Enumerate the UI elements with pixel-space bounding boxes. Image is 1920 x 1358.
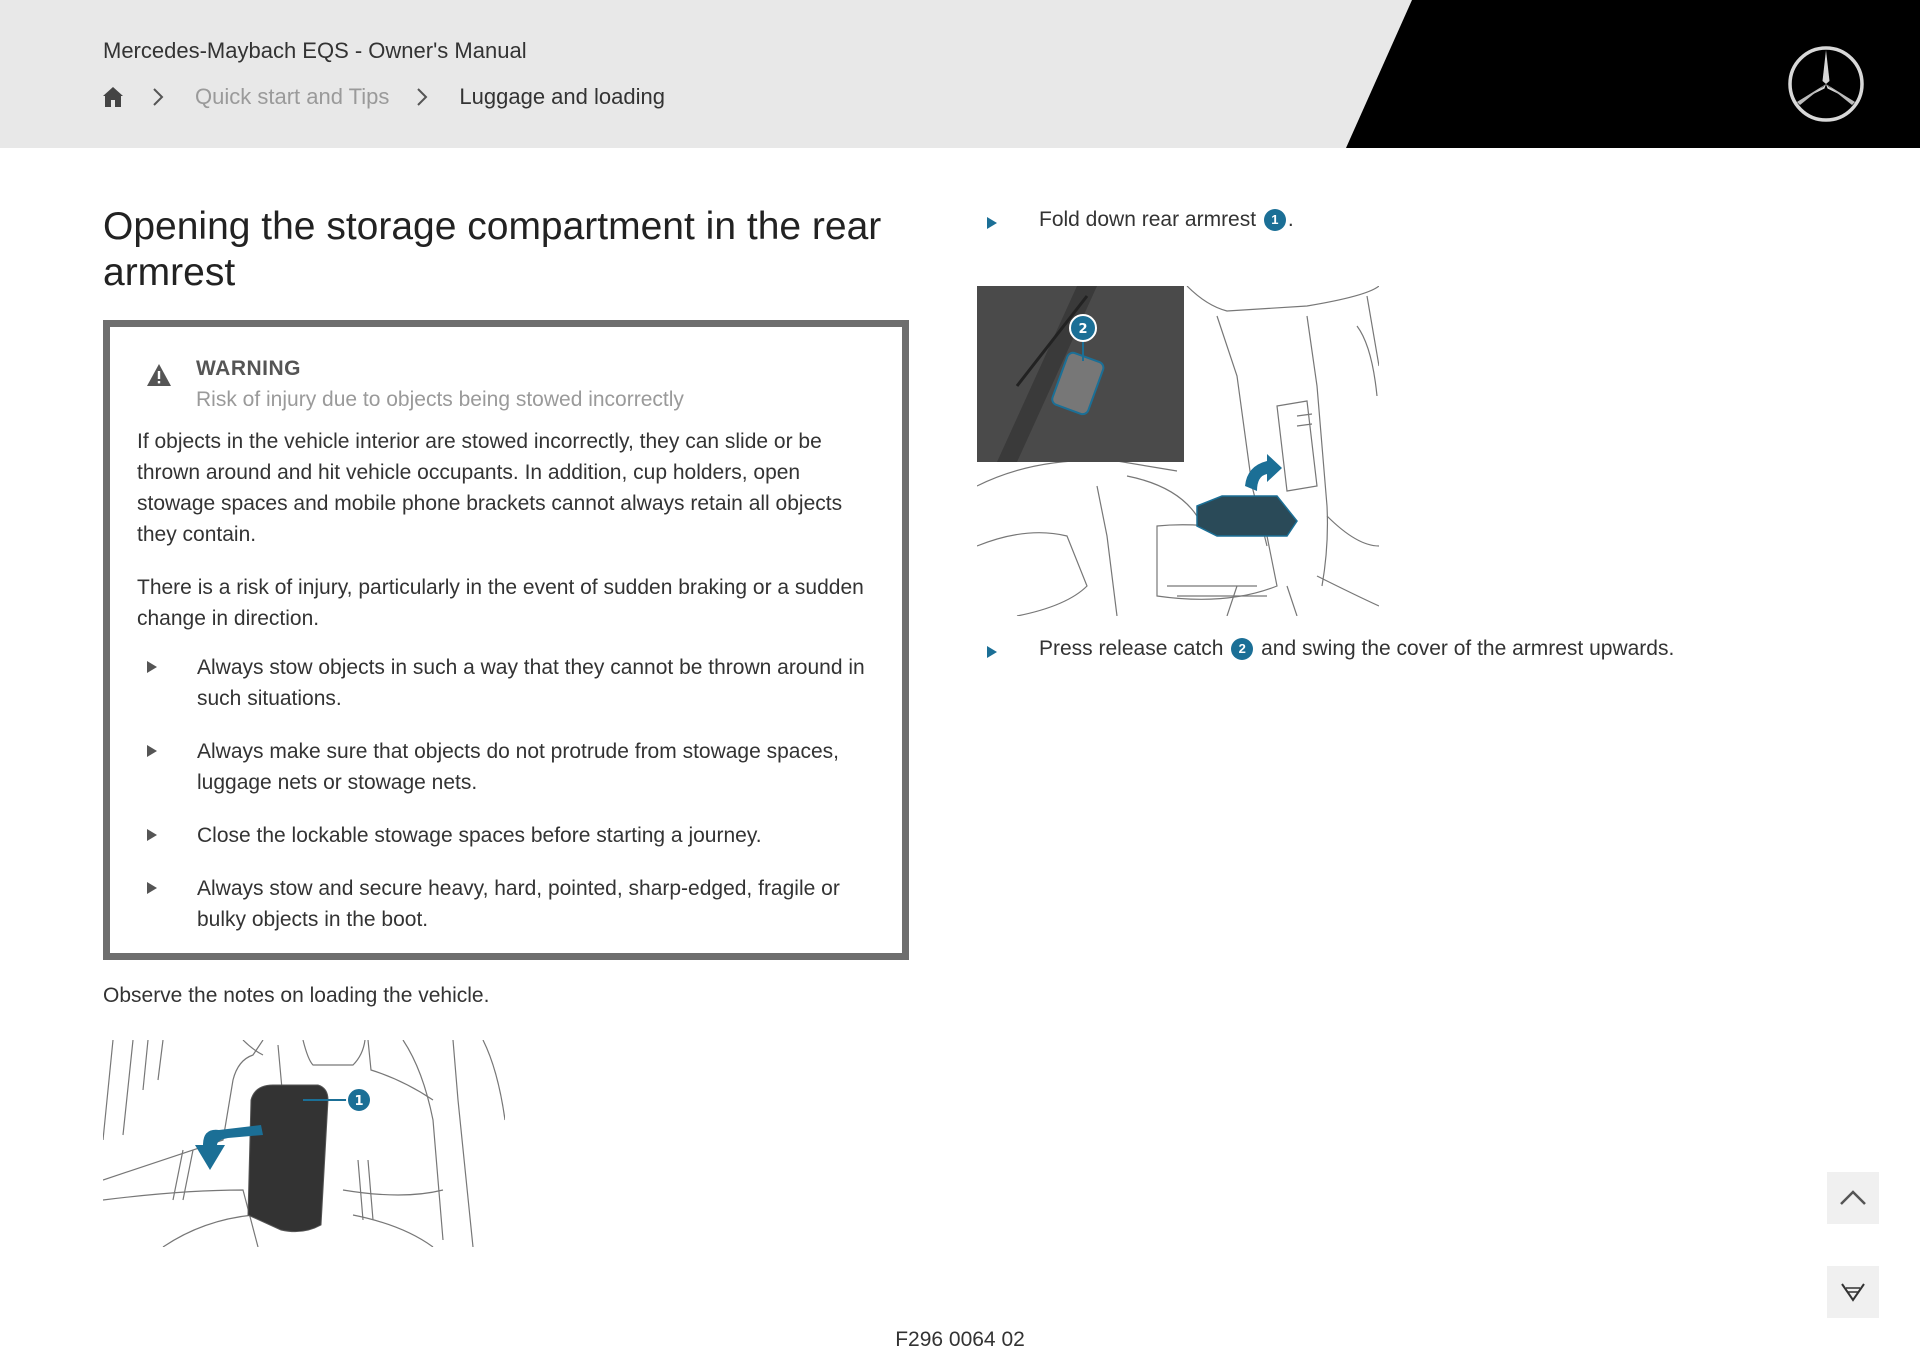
app-title: Mercedes-Maybach EQS - Owner's Manual [103,38,527,63]
warning-box [103,320,909,960]
warning-list-item [137,736,877,798]
warning-body [137,426,877,656]
chevron-right-icon [151,87,165,107]
warning-list-item [137,652,877,714]
warning-subheading: Risk of injury due to objects being stowed incorrectly [196,388,684,411]
page-title: Opening the storage compartment in the rear armrest [103,205,882,294]
feedback-button[interactable] [1827,1266,1879,1318]
triangle-bullet-icon [145,881,159,895]
chevron-right-icon [415,87,429,107]
warning-list-text: Close the lockable stowage spaces before starting a journey. [197,824,762,847]
warning-list-text: Always stow and secure heavy, hard, pointed, sharp-edged, fragile or bulky objects in the boot. [197,877,840,931]
home-icon[interactable] [101,85,125,109]
illustration-release-catch [977,286,1379,616]
scroll-to-top-button[interactable] [1827,1172,1879,1224]
feedback-icon [1827,1266,1879,1318]
warning-list-item [137,820,877,851]
warning-list-text: Always make sure that objects do not protrude from stowage spaces, luggage nets or stowage nets. [197,740,839,794]
warning-heading: WARNING [196,357,301,380]
triangle-bullet-icon [985,216,999,230]
illustration-marker-2: 2 [1078,322,1088,337]
step-text-end: . [1287,208,1294,231]
warning-paragraph: If objects in the vehicle interior are stowed incorrectly, they can slide or be thrown around and hit vehicle occupants. In addition, cup holders, open stowage spaces and mobile phone brackets cannot always retain all objects they contain. [137,430,843,546]
warning-list-item [137,873,877,935]
breadcrumb [101,82,665,112]
figure-code: F296 0064 02 [895,1328,1025,1351]
step-release-catch [985,637,1785,667]
breadcrumb-link-quick-start[interactable]: Quick start and Tips [195,84,390,109]
mercedes-star-logo[interactable] [1786,44,1866,124]
warning-list [137,652,877,957]
loading-note: Observe the notes on loading the vehicle. [103,984,490,1007]
step-marker: 1 [1264,209,1286,231]
warning-list-text: Always stow objects in such a way that they cannot be thrown around in such situations. [197,656,865,710]
step-fold-armrest [985,208,1485,238]
triangle-bullet-icon [145,828,159,842]
step-text-end: and swing the cover of the armrest upwards. [1261,637,1675,660]
triangle-bullet-icon [985,645,999,659]
step-text: Fold down rear armrest [1039,208,1257,231]
triangle-bullet-icon [145,660,159,674]
illustration-fold-armrest [103,1040,505,1247]
header [0,0,1920,148]
warning-paragraph: There is a risk of injury, particularly in the event of sudden braking or a sudden change in direction. [137,576,864,630]
illustration-marker-1: 1 [354,1094,364,1109]
triangle-bullet-icon [145,744,159,758]
warning-triangle-icon [146,363,172,387]
step-marker: 2 [1231,638,1253,660]
step-text: Press release catch [1039,637,1224,660]
breadcrumb-current: Luggage and loading [459,84,665,109]
chevron-up-icon [1827,1172,1879,1224]
